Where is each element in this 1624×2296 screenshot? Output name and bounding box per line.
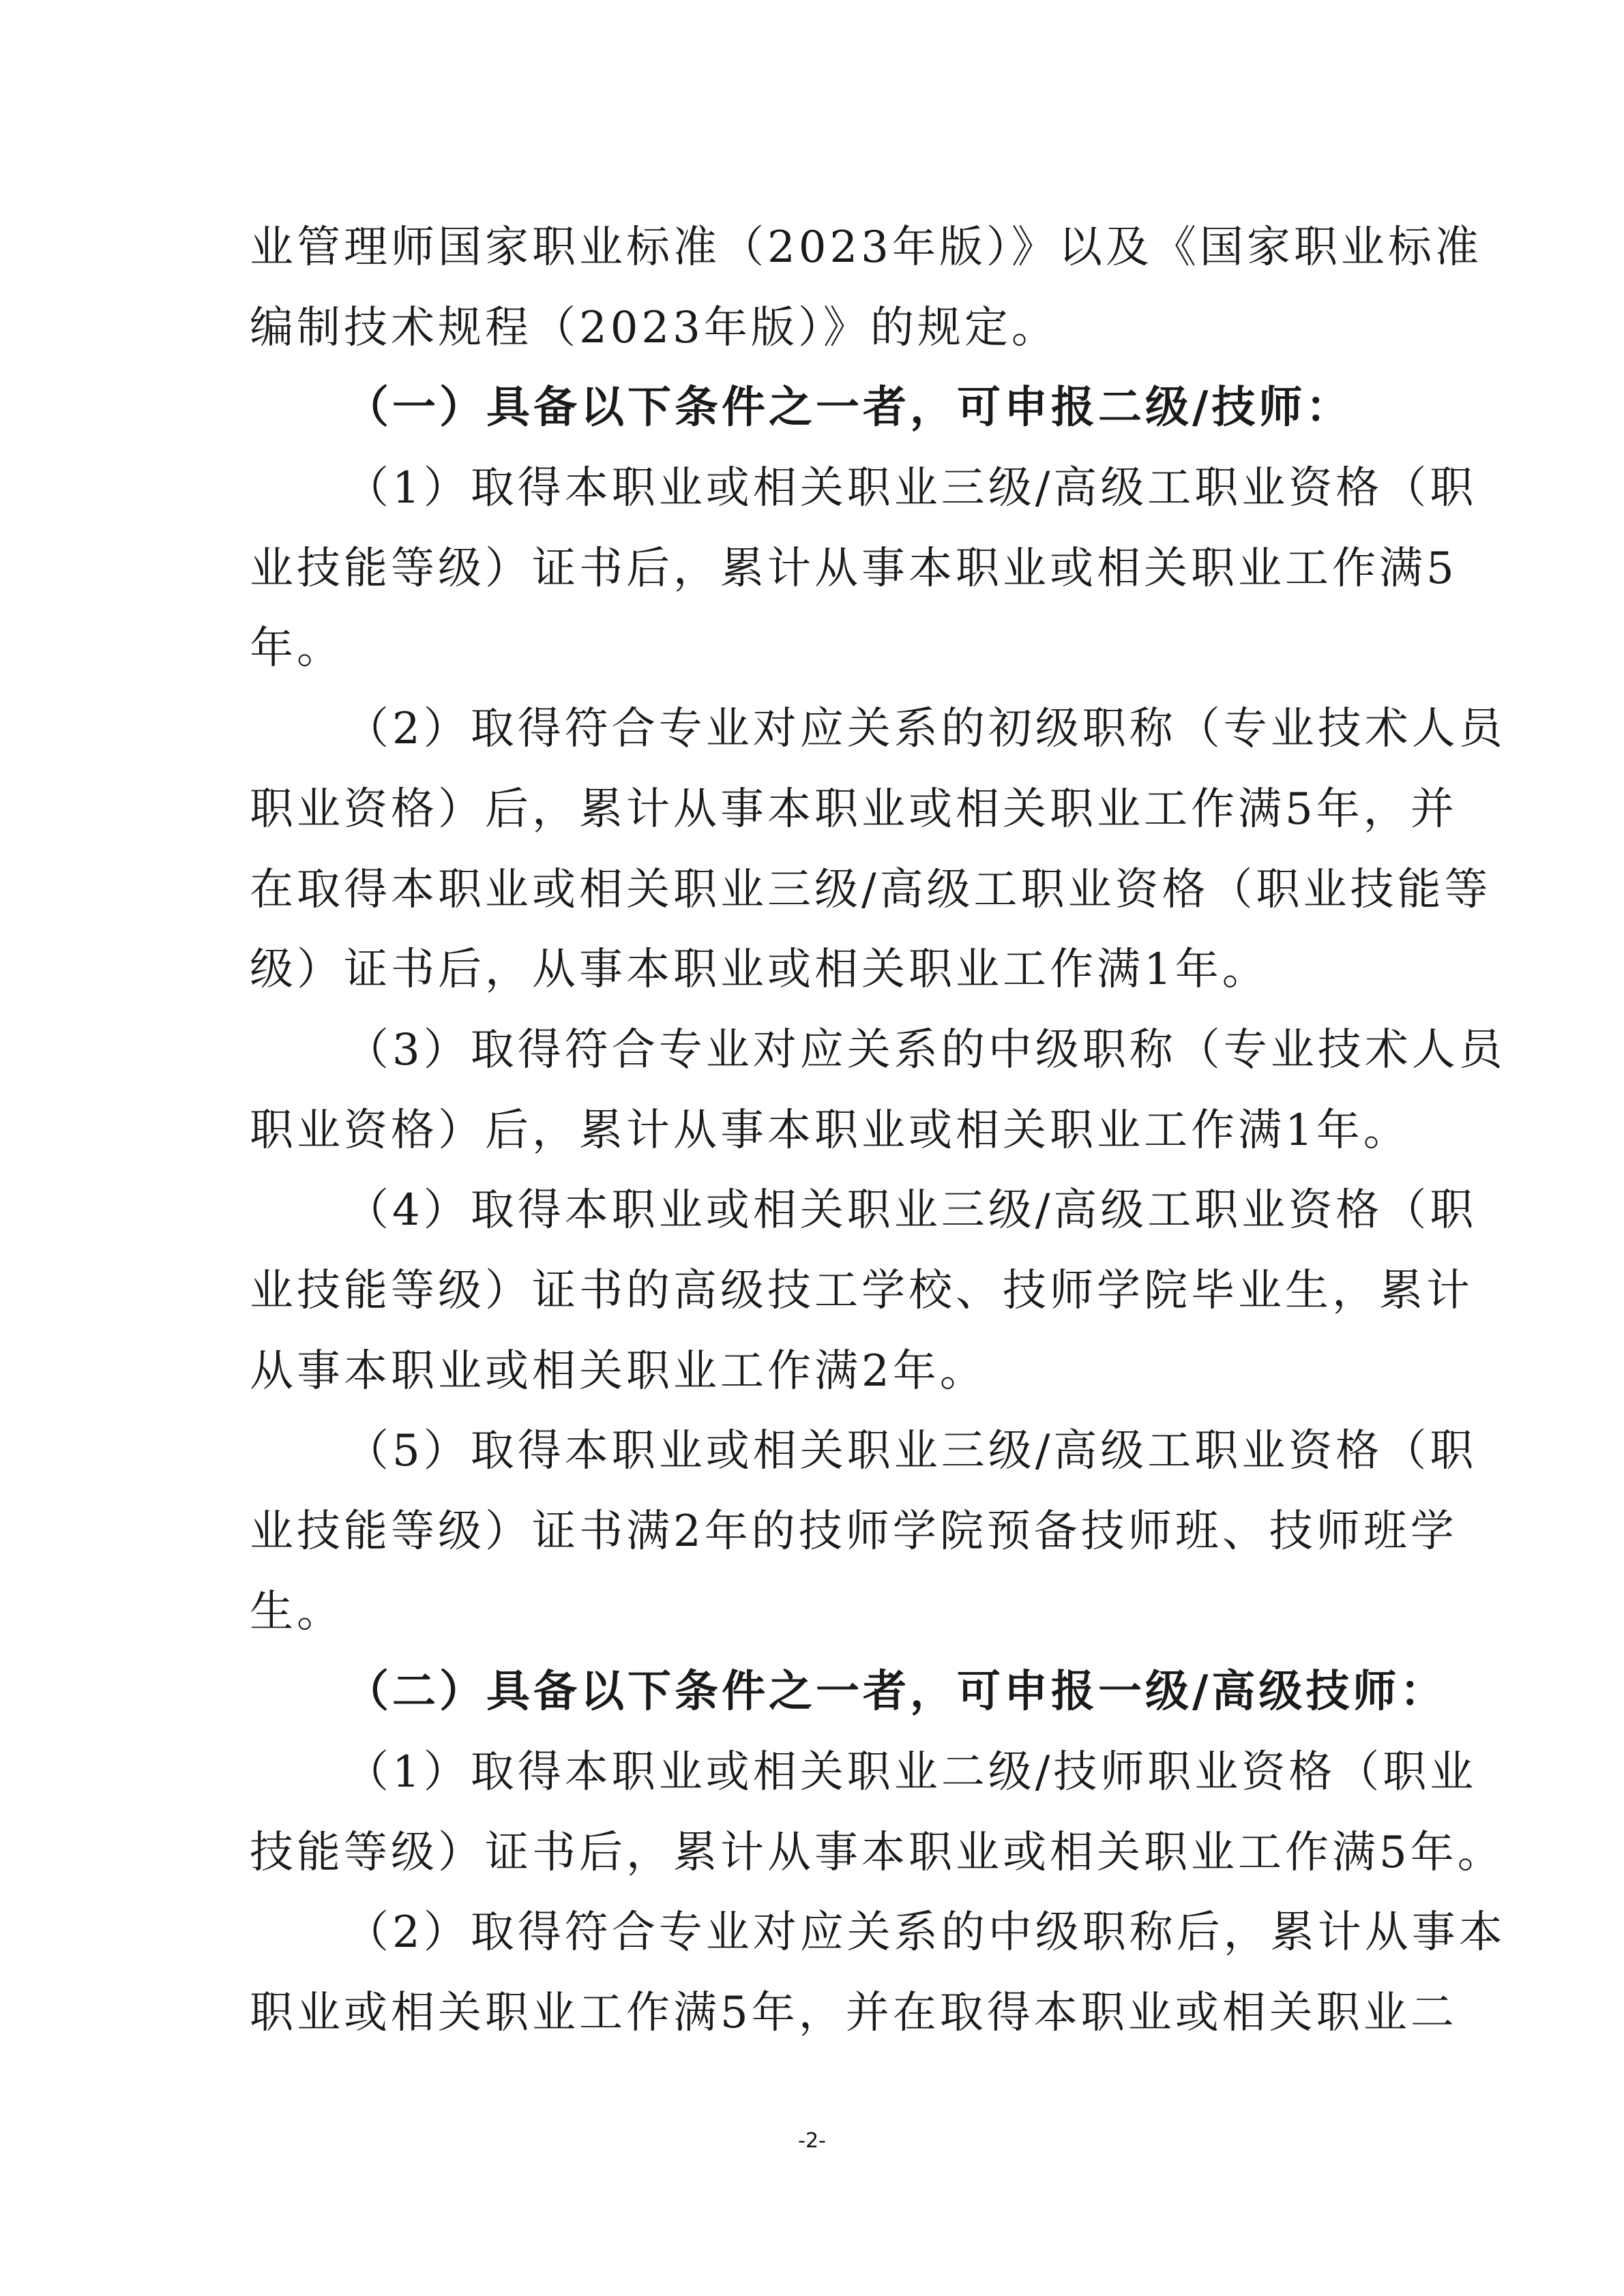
list-item-start: （4）取得本职业或相关职业三级/高级工职业资格（职: [345, 1185, 1477, 1236]
section-heading-1: （一）具备以下条件之一者，可申报二级/技师：: [345, 383, 1353, 434]
list-item-start: （5）取得本职业或相关职业三级/高级工职业资格（职: [345, 1426, 1477, 1477]
list-item-start: （2）取得符合专业对应关系的初级职称（专业技术人员: [345, 704, 1506, 755]
text-line: 在取得本职业或相关职业三级/高级工职业资格（职业技能等: [250, 864, 1492, 915]
text-line: 技能等级）证书后，累计从事本职业或相关职业工作满5年。: [250, 1827, 1505, 1878]
text-line: 生。: [250, 1586, 344, 1637]
text-line: 职业资格）后，累计从事本职业或相关职业工作满5年，并: [250, 784, 1458, 835]
text-line: 业管理师国家职业标准（2023年版）》以及《国家职业标准: [250, 222, 1482, 273]
section-heading-2: （二）具备以下条件之一者，可申报一级/高级技师：: [345, 1667, 1447, 1718]
text-line: 级）证书后，从事本职业或相关职业工作满1年。: [250, 944, 1269, 996]
list-item-start: （1）取得本职业或相关职业二级/技师职业资格（职业: [345, 1747, 1477, 1798]
text-line: 业技能等级）证书的高级技工学校、技师学院毕业生，累计: [250, 1265, 1473, 1316]
text-line: 职业或相关职业工作满5年，并在取得本职业或相关职业二: [250, 1988, 1458, 2039]
text-line: 业技能等级）证书满2年的技师学院预备技师班、技师班学: [250, 1506, 1458, 1557]
list-item-start: （3）取得符合专业对应关系的中级职称（专业技术人员: [345, 1024, 1506, 1075]
text-line: 业技能等级）证书后，累计从事本职业或相关职业工作满5: [250, 543, 1458, 594]
document-body: [250, 208, 1506, 2054]
text-line: 从事本职业或相关职业工作满2年。: [250, 1345, 987, 1397]
page-number: -2-: [798, 2129, 826, 2153]
list-item-start: （1）取得本职业或相关职业三级/高级工职业资格（职: [345, 463, 1477, 514]
text-line: 职业资格）后，累计从事本职业或相关职业工作满1年。: [250, 1105, 1411, 1156]
text-line: 年。: [250, 623, 344, 674]
text-line: 编制技术规程（2023年版）》的规定。: [250, 302, 1059, 353]
list-item-start: （2）取得符合专业对应关系的中级职称后，累计从事本: [345, 1907, 1506, 1958]
